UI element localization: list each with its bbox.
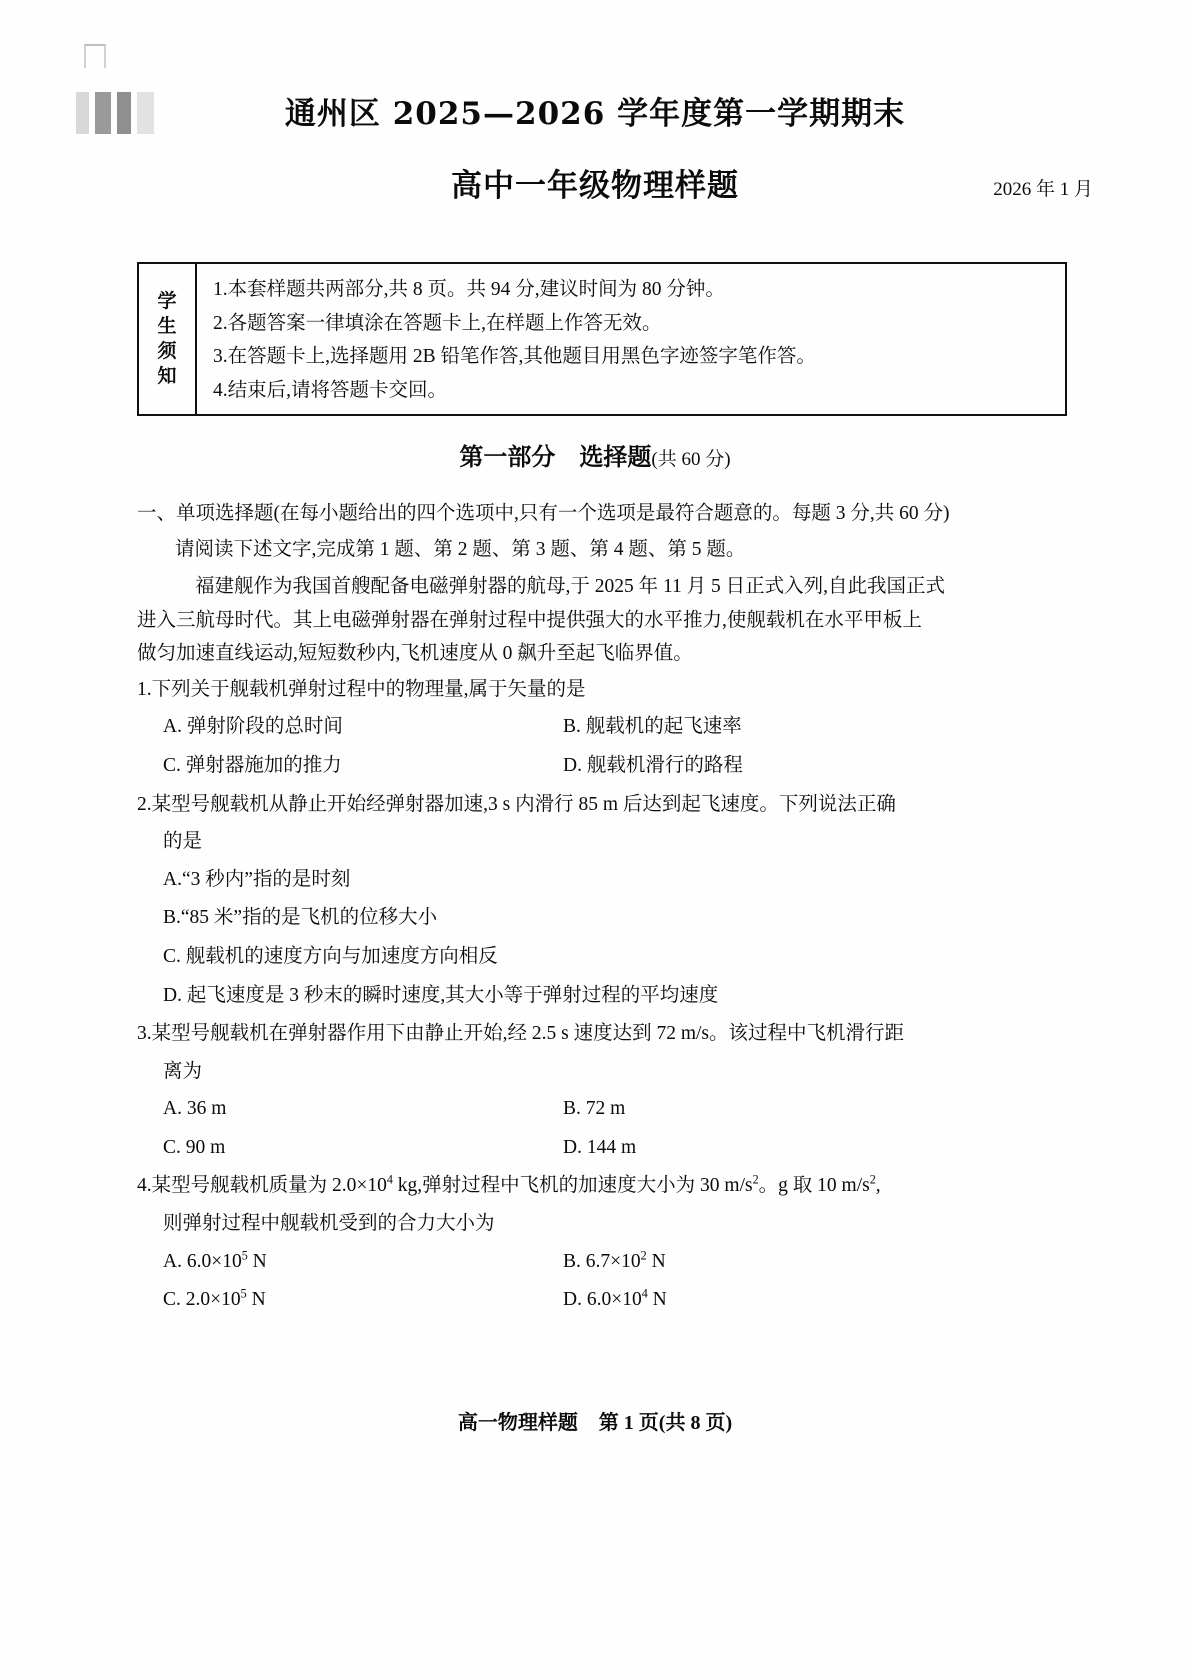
- question-4-stem: 4.某型号舰载机质量为 $2.0\times 10^4$ kg,弹射过程中飞机的加速度大小为 30 $m/s^2$。g 取 10 $m/s^2$,: [137, 1172, 881, 1197]
- student-notice-label: [139, 264, 197, 414]
- question-2-stem: 2.某型号舰载机从静止开始经弹射器加速,3 s 内滑行 85 m 后达到起飞速度。下列说法正确: [137, 793, 896, 815]
- exam-content: [137, 498, 1062, 1323]
- question-4-stem-cont: 则弹射过程中舰载机受到的合力大小为: [163, 1212, 495, 1234]
- question-4-option-b[interactable]: B. $6.7\times 10^2$ N: [563, 1248, 666, 1272]
- passage-line: 福建舰作为我国首艘配备电磁弹射器的航母,于 2025 年 11 月 5 日正式入列,自此我国正式: [195, 576, 946, 598]
- question-1-option-a[interactable]: A. 弹射阶段的总时间: [163, 716, 343, 738]
- question-3-stem-cont: 离为: [163, 1060, 203, 1082]
- question-1-option-c[interactable]: C. 弹射器施加的推力: [163, 755, 342, 777]
- question-1-stem: 1.下列关于舰载机弹射过程中的物理量,属于矢量的是: [137, 678, 586, 700]
- question-2-option-c[interactable]: C. 舰载机的速度方向与加速度方向相反: [163, 945, 498, 967]
- question-3-option-d[interactable]: D. 144 m: [563, 1136, 637, 1158]
- part-one-title: 第一部分 选择题: [459, 442, 652, 471]
- question-2-option-a[interactable]: A.“3 秒内”指的是时刻: [163, 868, 351, 890]
- passage-line: 进入三航母时代。其上电磁弹射器在弹射过程中提供强大的水平推力,使舰载机在水平甲板上: [137, 609, 922, 631]
- question-3-option-a[interactable]: A. 36 m: [163, 1098, 227, 1120]
- notice-label-char-2: 生: [157, 314, 177, 337]
- page-footer: [0, 1406, 1190, 1435]
- notice-label-char-3: 须: [157, 340, 177, 363]
- notice-label-char-4: 知: [157, 365, 177, 388]
- question-1-options-row: [137, 750, 1062, 782]
- passage-line: 做匀加速直线运动,短短数秒内,飞机速度从 0 飙升至起飞临界值。: [137, 643, 693, 665]
- part-one-heading: [0, 437, 1190, 472]
- page-subtitle: 高中一年级物理样题: [451, 168, 739, 204]
- question-3-stem: 3.某型号舰载机在弹射器作用下由静止开始,经 2.5 s 速度达到 72 m/s。该过程中飞机滑行距: [137, 1023, 905, 1045]
- page-title: 通州区 2025—2026 学年度第一学期期末: [284, 96, 906, 132]
- footer-page-number: 第 1 页(共 8 页): [598, 1412, 733, 1434]
- notice-label-char-1: 学: [157, 289, 177, 312]
- question-4-option-d[interactable]: D. $6.0\times 10^4$ N: [563, 1286, 667, 1311]
- notice-item: 1.本套样题共两部分,共 8 页。共 94 分,建议时间为 80 分钟。: [213, 279, 725, 300]
- student-notice-list: [197, 264, 1065, 414]
- question-3-option-b[interactable]: B. 72 m: [563, 1098, 626, 1120]
- part-one-points: (共 60 分): [651, 449, 731, 470]
- question-3-option-c[interactable]: C. 90 m: [163, 1136, 226, 1158]
- question-1-option-b[interactable]: B. 舰载机的起飞速率: [563, 716, 742, 738]
- section-one-instruction: 请阅读下述文字,完成第 1 题、第 2 题、第 3 题、第 4 题、第 5 题。: [175, 538, 746, 560]
- footer-subject: 高一物理样题: [457, 1410, 578, 1434]
- question-2-option-b[interactable]: B.“85 米”指的是飞机的位移大小: [163, 907, 438, 929]
- question-4-option-c[interactable]: C. $2.0\times 10^5$ N: [163, 1286, 266, 1311]
- exam-date: 2026 年 1 月: [993, 179, 1093, 200]
- question-3-options-row: [137, 1132, 1062, 1164]
- notice-item: 4.结束后,请将答题卡交回。: [213, 379, 448, 401]
- notice-item: 2.各题答案一律填涂在答题卡上,在样题上作答无效。: [213, 312, 662, 334]
- scan-artifact-corner-mark: [84, 44, 106, 68]
- question-4-options-row: [137, 1284, 1062, 1316]
- question-2-option-d[interactable]: D. 起飞速度是 3 秒末的瞬时速度,其大小等于弹射过程的平均速度: [163, 984, 719, 1006]
- student-notice-box: [137, 262, 1067, 416]
- question-3-options-row: [137, 1093, 1062, 1125]
- question-1-options-row: [137, 711, 1062, 743]
- notice-item: 3.在答题卡上,选择题用 2B 铅笔作答,其他题目用黑色字迹签字笔作答。: [213, 346, 816, 368]
- question-4-options-row: [137, 1246, 1062, 1278]
- section-one-heading: 一、单项选择题(在每小题给出的四个选项中,只有一个选项是最符合题意的。每题 3 分,共 60 分): [137, 503, 950, 524]
- question-1-option-d[interactable]: D. 舰载机滑行的路程: [563, 755, 743, 777]
- question-4-option-a[interactable]: A. $6.0\times 10^5$ N: [163, 1248, 267, 1272]
- question-2-stem-cont: 的是: [163, 831, 203, 853]
